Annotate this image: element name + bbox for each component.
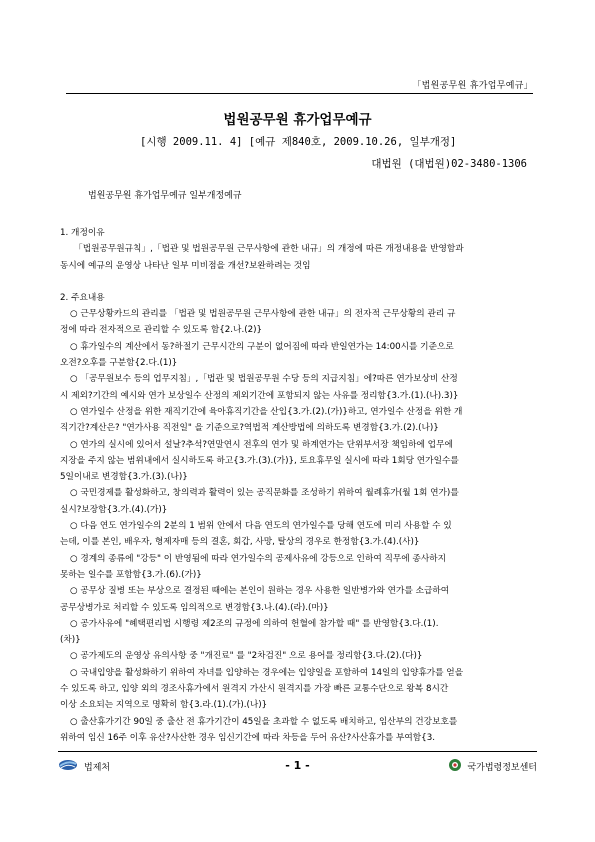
list-item: (차)} [60,635,81,646]
list-item: ○ 공가제도의 운영상 유의사항 중 "개진료" 를 "2차검진" 으로 용어를 정리함{3.다.(2).(다)} [70,651,423,662]
document-body [60,225,538,746]
page-footer [58,756,537,780]
document-title: 법원공무원 휴가업무예규 [223,112,372,128]
list-item: ○ 근무상황카드의 관리를 「법관 및 법원공무원 근무사항에 관한 내규」의 전자적 근무상황의 관리 규 [70,309,456,320]
notice-title: 법원공무원 휴가업무예규 일부개정예규 [88,191,242,201]
list-item: ○ 연가의 실시에 있어서 설날?추석?연말연시 전후의 연가 및 하계연가는 단위부서장 책임하에 업무에 [70,439,453,450]
list-item: ○ 경계의 종류에 "강등" 이 반영됨에 따라 연가일수의 공제사유에 강등으로 인하여 직무에 종사하지 [70,553,447,564]
list-item: ○ 국내입양을 활성화하기 위하여 자녀를 입양하는 경우에는 입양일을 포함하여 14일의 입양휴가를 얻을 [70,667,464,678]
section-1-paragraph-line: 「법원공무원규칙」,「법관 및 법원공무원 근무사항에 관한 내규」의 개정에 따른 개정내용을 반영함과 [74,244,464,255]
list-item: 이상 소요되는 지역으로 명확히 함{3.라.(1).(가).(나)} [60,700,268,711]
footer-right [448,758,537,775]
revision-info: [시행 2009.11. 4] [예규 제840호, 2009.10.26, 일부개정] [140,136,457,148]
list-item: ○ 공무상 질병 또는 부상으로 결정된 때에는 본인이 원하는 경우 사용한 일반병가와 연가를 소급하여 [70,586,450,597]
section-1-paragraph-line: 동시에 예규의 운영상 나타난 일부 미비점을 개선?보완하려는 것임 [60,260,311,271]
section-2-title: 2. 주요내용 [60,292,105,303]
running-header: 「법원공무원 휴가업무예규」 [412,81,533,91]
list-item: 오전?오후를 구분함{2.다.(1)} [60,358,178,369]
contact-info: 대법원 (대법원)02-3480-1306 [371,158,527,170]
footer-divider [58,751,537,752]
list-item: ○ 다음 연도 연가일수의 2분의 1 범위 안에서 다음 연도의 연가일수를 당해 연도에 미리 사용할 수 있 [70,521,452,532]
list-item: ○ 출산휴가기간 90일 중 출산 전 휴가기간이 45일을 초과할 수 없도록 배치하고, 임산부의 건강보호를 [70,716,458,727]
list-item: 위하여 임신 16주 이후 유산?사산한 경우 임신기간에 따라 차등을 두어 유산?사산휴가를 부여함{3. [60,732,435,743]
list-item: 직기간?계산은? "연가사용 직전일" 을 기준으로?역법적 계산방법에 의하도록 변경함{3.가.(2).(나)} [60,423,439,434]
list-item: ○ 「공무원보수 등의 업무지침」,「법관 및 법원공무원 수당 등의 지급지침」에?따른 연가보상비 산정 [70,374,458,385]
list-item: ○ 국민경제를 활성화하고, 창의력과 활력이 있는 공직문화를 조성하기 위하여 월례휴가(월 1회 연가)를 [70,488,459,499]
section-2-items [60,306,538,746]
footer-left-org: 법제처 [84,763,111,773]
list-item: 5일이내로 변경함{3.가.(3).(나)} [60,472,188,483]
list-item: 시 제외?기간의 예시와 연가 보상일수 산정의 제외기간에 포함되지 않는 사유를 정리함{3.가.(1).(나).3)} [60,390,459,401]
list-item: ○ 공가사유에 "혜택편리법 시행령 제2조의 규정에 의하여 헌혈에 참가할 때" 를 반영함{3.다.(1). [70,618,439,629]
list-item: 지장을 주지 않는 범위내에서 실시하도록 하고{3.가.(3).(가)}, 토요휴무일 실시에 따라 1회당 연가일수를 [60,455,459,466]
list-item: 못하는 일수를 포함함{3.가.(6).(가)} [60,569,202,580]
list-item: 공무상병가로 처리할 수 있도록 임의적으로 변경함{3.나.(4).(라).(마)} [60,602,329,613]
page-number: - 1 - [285,759,310,772]
list-item: ○ 연가일수 산정을 위한 재직기간에 육아휴직기간을 산입{3.가.(2).(가)}하고, 연가일수 산정을 위한 개 [70,406,463,417]
list-item: ○ 휴가일수의 계산에서 동?하절기 근무시간의 구분이 없어짐에 따라 반일연가는 14:00시를 기준으로 [70,341,454,352]
list-item: 수 있도록 하고, 입양 외의 경조사휴가에서 원격지 가산시 원격지를 가장 빠른 교통수단으로 왕복 8시간 [60,684,449,695]
section-1-title: 1. 개정이유 [60,228,105,238]
list-item: 는데, 이를 본인, 배우자, 형제자매 등의 결혼, 회갑, 사망, 탈상의 경우로 한정함{3.가.(4).(사)} [60,537,420,548]
header-divider [66,93,533,94]
list-item: 실시?보장함{3.가.(4).(가)} [60,504,168,515]
national-law-center-icon [448,758,462,775]
list-item: 정에 따라 전자적으로 관리할 수 있도록 함{2.나.(2)} [60,325,263,336]
footer-right-org: 국가법령정보센터 [467,763,537,773]
